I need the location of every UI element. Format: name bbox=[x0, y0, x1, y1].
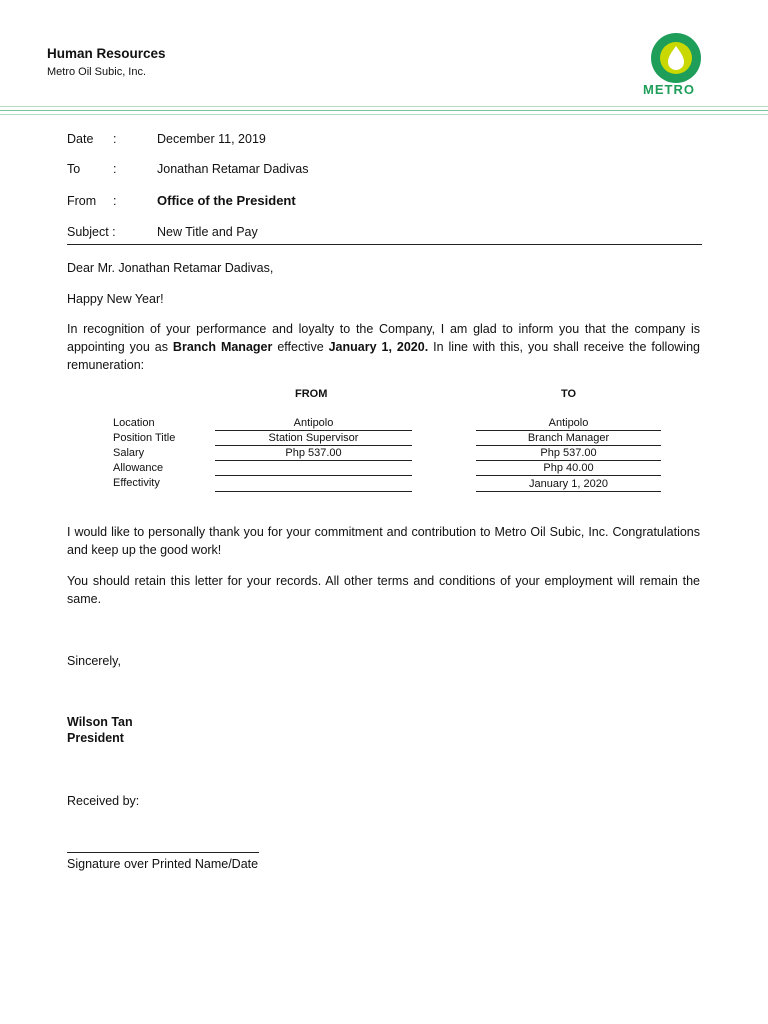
row-label-position: Position Title bbox=[113, 432, 176, 444]
date-value: December 11, 2019 bbox=[157, 132, 266, 146]
thanks-paragraph: I would like to personally thank you for your commitment and contribution to Metro Oil Subic, Inc. Congratulations and keep up the good work! bbox=[67, 525, 700, 557]
intro-date: January 1, 2020. bbox=[328, 340, 429, 354]
intro-text-2: effective bbox=[272, 340, 329, 354]
row-label-salary: Salary bbox=[113, 447, 145, 459]
intro-text-3: In line with this, you shall receive the following remuneration: bbox=[67, 340, 700, 372]
table-header-from: FROM bbox=[295, 388, 328, 400]
signature-caption: Signature over Printed Name/Date bbox=[67, 857, 259, 871]
cell-to-allowance: Php 40.00 bbox=[476, 461, 661, 476]
cell-from-effectivity bbox=[215, 477, 412, 492]
greeting: Happy New Year! bbox=[67, 292, 164, 306]
cell-to-salary: Php 537.00 bbox=[476, 446, 661, 461]
cell-to-location: Antipolo bbox=[476, 416, 661, 431]
salutation: Dear Mr. Jonathan Retamar Dadivas, bbox=[67, 261, 274, 275]
to-value: Jonathan Retamar Dadivas bbox=[157, 162, 309, 176]
closing: Sincerely, bbox=[67, 654, 121, 668]
header-divider-middle bbox=[0, 110, 768, 111]
subject-label: Subject : bbox=[67, 225, 116, 239]
from-colon: : bbox=[113, 194, 117, 208]
intro-paragraph bbox=[67, 320, 700, 374]
row-label-location: Location bbox=[113, 417, 155, 429]
retain-paragraph: You should retain this letter for your records. All other terms and conditions of your employment will remain the same. bbox=[67, 574, 700, 606]
cell-from-salary: Php 537.00 bbox=[215, 446, 412, 461]
subject-value: New Title and Pay bbox=[157, 225, 258, 239]
header-divider-top bbox=[0, 106, 768, 107]
date-colon: : bbox=[113, 132, 117, 146]
cell-to-effectivity: January 1, 2020 bbox=[476, 477, 661, 492]
to-label: To bbox=[67, 162, 81, 176]
memo-divider bbox=[67, 244, 702, 245]
company-name: Metro Oil Subic, Inc. bbox=[47, 66, 147, 78]
from-value: Office of the President bbox=[157, 193, 296, 208]
cell-from-location: Antipolo bbox=[215, 416, 412, 431]
intro-position: Branch Manager bbox=[172, 340, 273, 354]
department-title: Human Resources bbox=[47, 46, 166, 61]
from-label: From bbox=[67, 194, 97, 208]
signer-title: President bbox=[67, 731, 124, 745]
cell-from-allowance bbox=[215, 461, 412, 476]
intro-text-1: In recognition of your performance and loyalty to the Company, I am glad to inform you that the company is appointing you as bbox=[67, 322, 700, 354]
row-label-allowance: Allowance bbox=[113, 462, 164, 474]
table-header-to: TO bbox=[561, 388, 577, 400]
cell-from-position: Station Supervisor bbox=[215, 431, 412, 446]
cell-to-position: Branch Manager bbox=[476, 431, 661, 446]
received-by: Received by: bbox=[67, 794, 140, 808]
header-divider-bottom bbox=[0, 114, 768, 115]
metro-logo-text: METRO bbox=[643, 82, 695, 97]
date-label: Date bbox=[67, 132, 94, 146]
row-label-effectivity: Effectivity bbox=[113, 477, 160, 489]
signer-name: Wilson Tan bbox=[67, 715, 133, 729]
signature-line bbox=[67, 852, 259, 853]
to-colon: : bbox=[113, 162, 117, 176]
